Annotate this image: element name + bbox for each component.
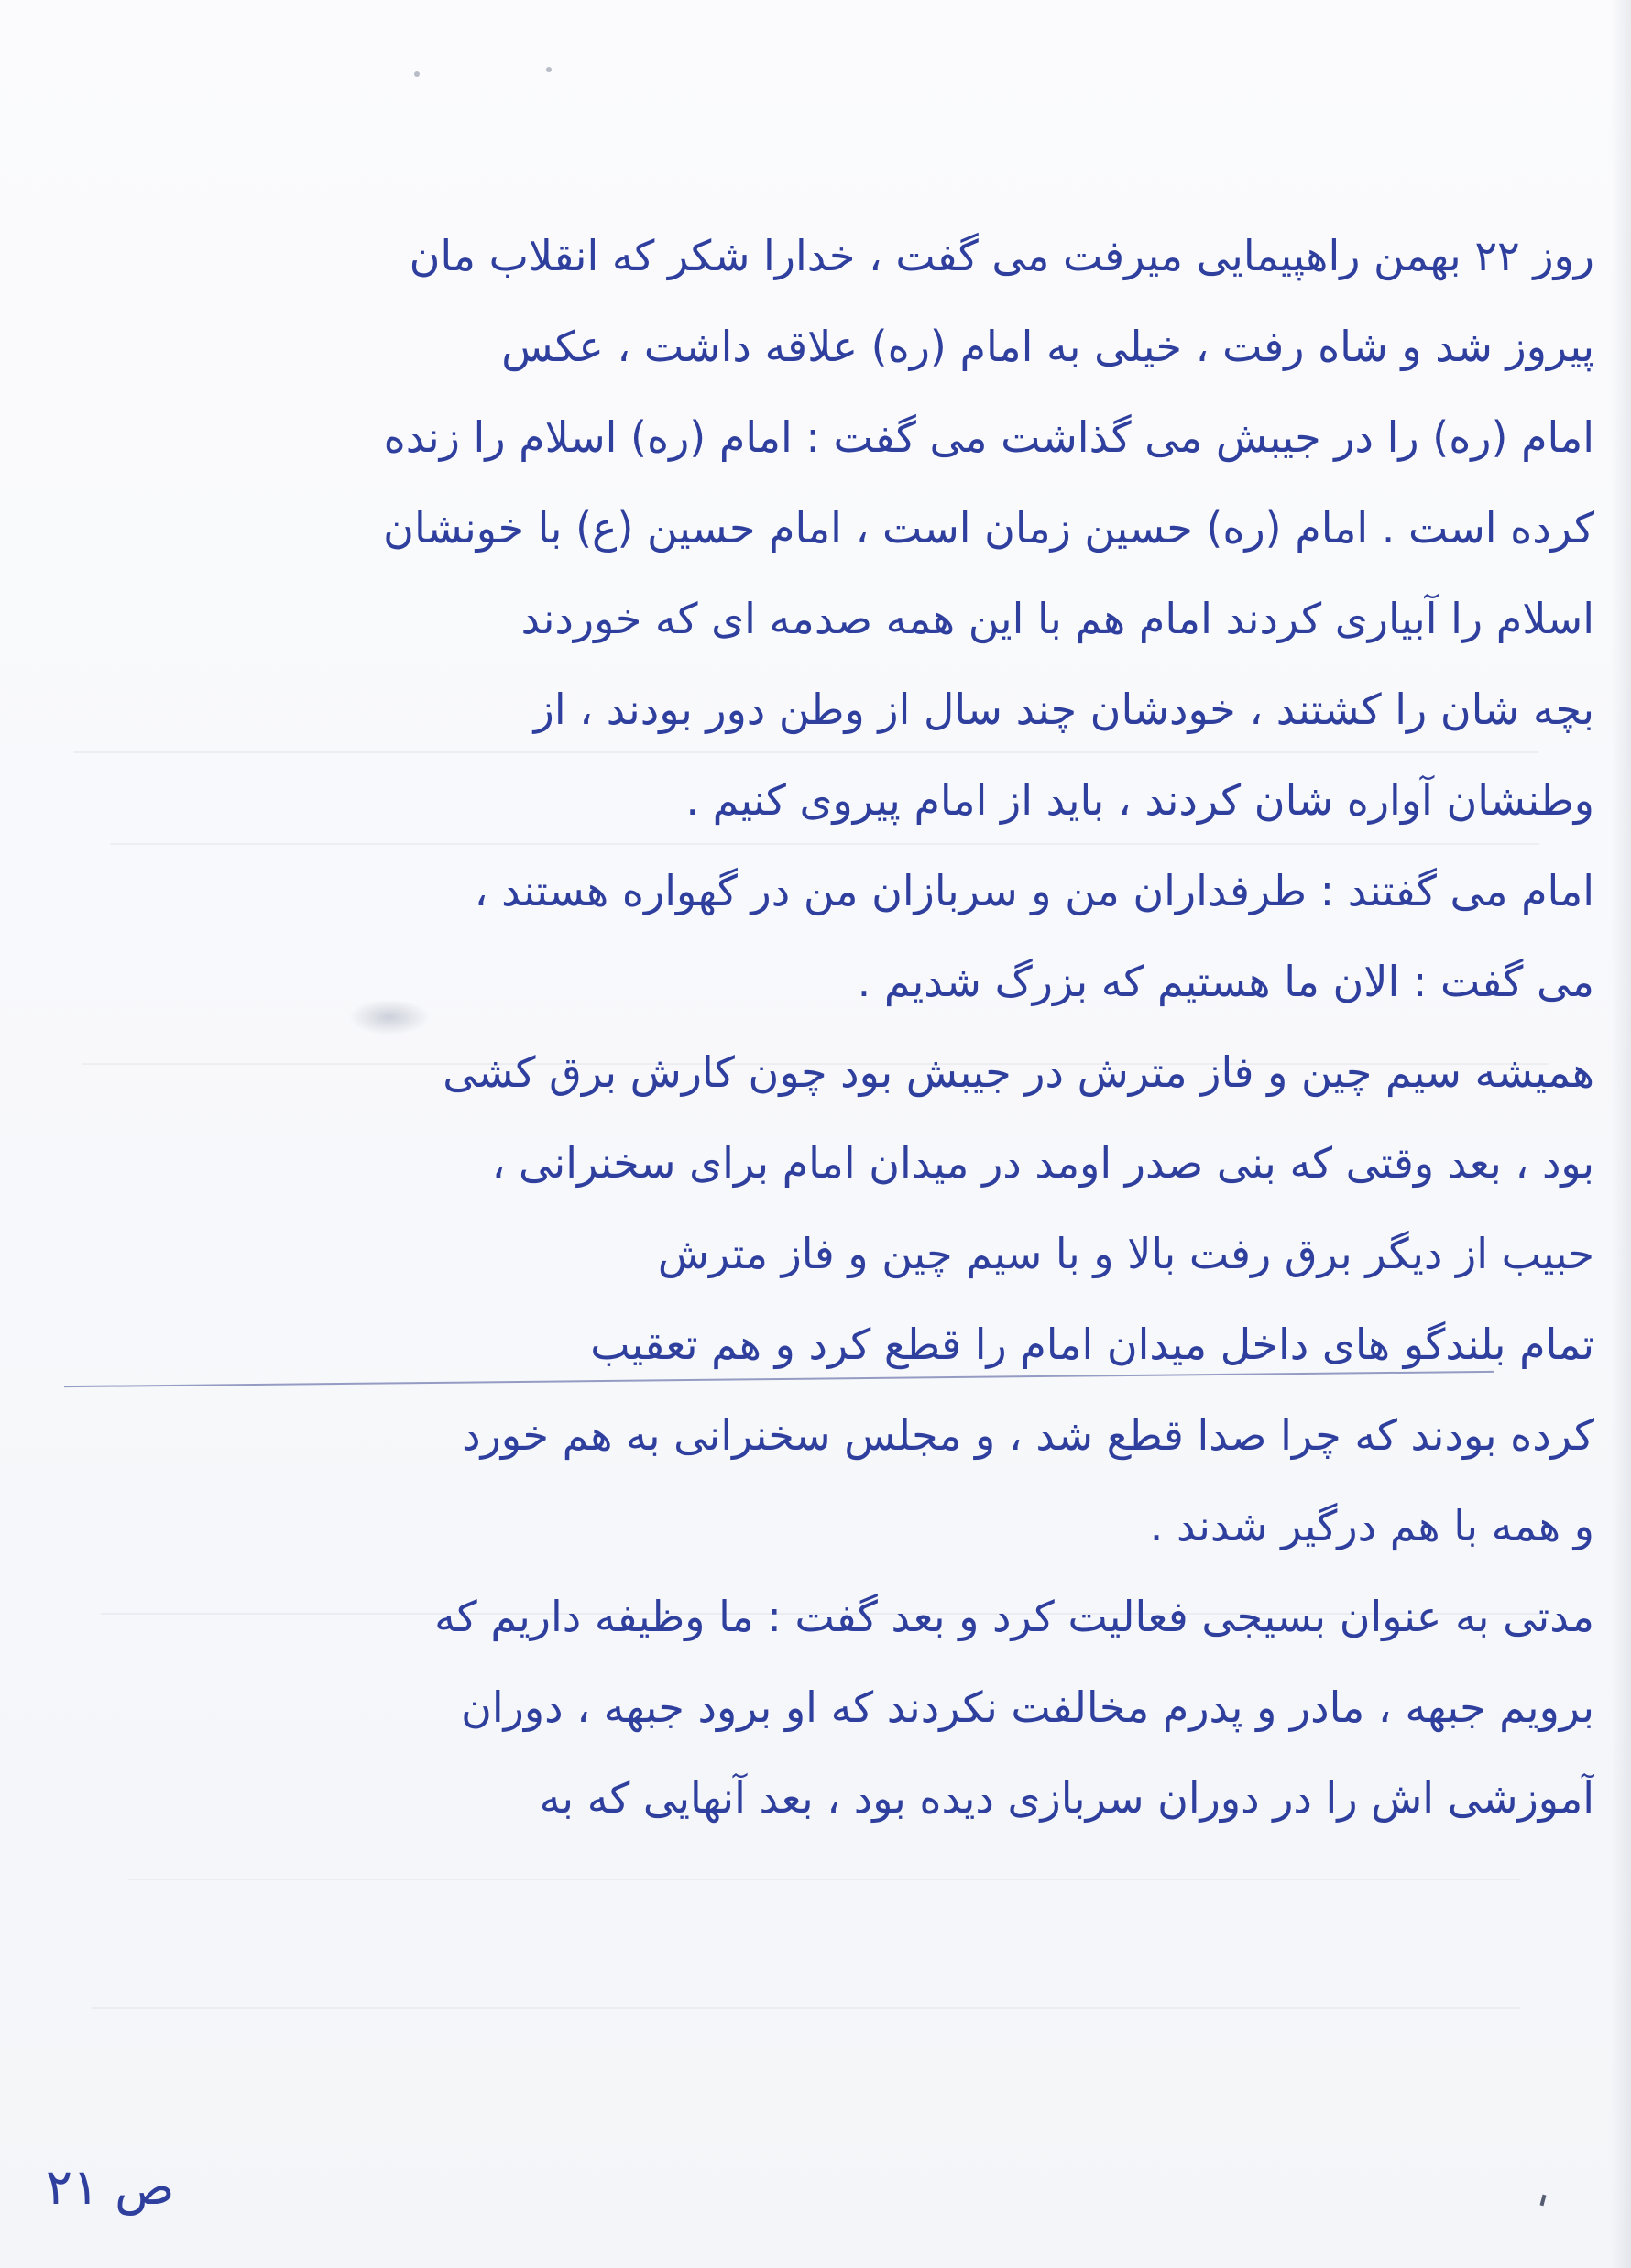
text-line: پیروز شد و شاه رفت ، خیلی به امام (ره) علاقه داشت ، عکس [501, 322, 1594, 371]
text-line: بود ، بعد وقتی که بنی صدر اومد در میدان امام برای سخنرانی ، [491, 1138, 1594, 1188]
page-number: ص ۲۱ [46, 2158, 175, 2216]
punch-mark [546, 67, 552, 72]
pen-mark [1540, 2195, 1547, 2207]
text-line: می گفت : الان ما هستیم که بزرگ شدیم . [857, 957, 1594, 1006]
text-line: حبیب از دیگر برق رفت بالا و با سیم چین و فاز مترش [657, 1229, 1594, 1278]
text-line: وطنشان آواره شان کردند ، باید از امام پیروی کنیم . [685, 775, 1594, 825]
text-line: روز ۲۲ بهمن راهپیمایی میرفت می گفت ، خدارا شکر که انقلاب مان [409, 231, 1594, 280]
text-line: آموزشی اش را در دوران سربازی دیده بود ، بعد آنهایی که به [539, 1773, 1594, 1823]
text-line: اسلام را آبیاری کردند امام هم با این همه صدمه ای که خوردند [520, 594, 1594, 643]
text-line: امام می گفتند : طرفداران من و سربازان من در گهواره هستند ، [474, 866, 1594, 915]
text-line: و همه با هم درگیر شدند . [1149, 1501, 1594, 1550]
punch-mark [414, 71, 420, 77]
text-line: کرده است . امام (ره) حسین زمان است ، امام حسین (ع) با خونشان [383, 503, 1594, 553]
text-line: تمام بلندگو های داخل میدان امام را قطع کرد و هم تعقیب [590, 1320, 1594, 1369]
show-through-line [92, 2007, 1521, 2009]
text-line: بچه شان را کشتند ، خودشان چند سال از وطن دور بودند ، از [533, 685, 1594, 734]
text-line: مدتی به عنوان بسیجی فعالیت کرد و بعد گفت : ما وظیفه داریم که [434, 1592, 1594, 1641]
text-line: برویم جبهه ، مادر و پدرم مخالفت نکردند که او برود جبهه ، دوران [461, 1682, 1594, 1732]
text-line: همیشه سیم چین و فاز مترش در جیبش بود چون کارش برق کشی [443, 1047, 1594, 1097]
handwritten-text-block [37, 211, 1594, 1844]
text-line: امام (ره) را در جیبش می گذاشت می گفت : امام (ره) اسلام را زنده [383, 412, 1594, 462]
text-line: کرده بودند که چرا صدا قطع شد ، و مجلس سخنرانی به هم خورد [462, 1410, 1594, 1460]
paper-edge-shadow [1611, 0, 1631, 2268]
show-through-line [128, 1879, 1521, 1880]
